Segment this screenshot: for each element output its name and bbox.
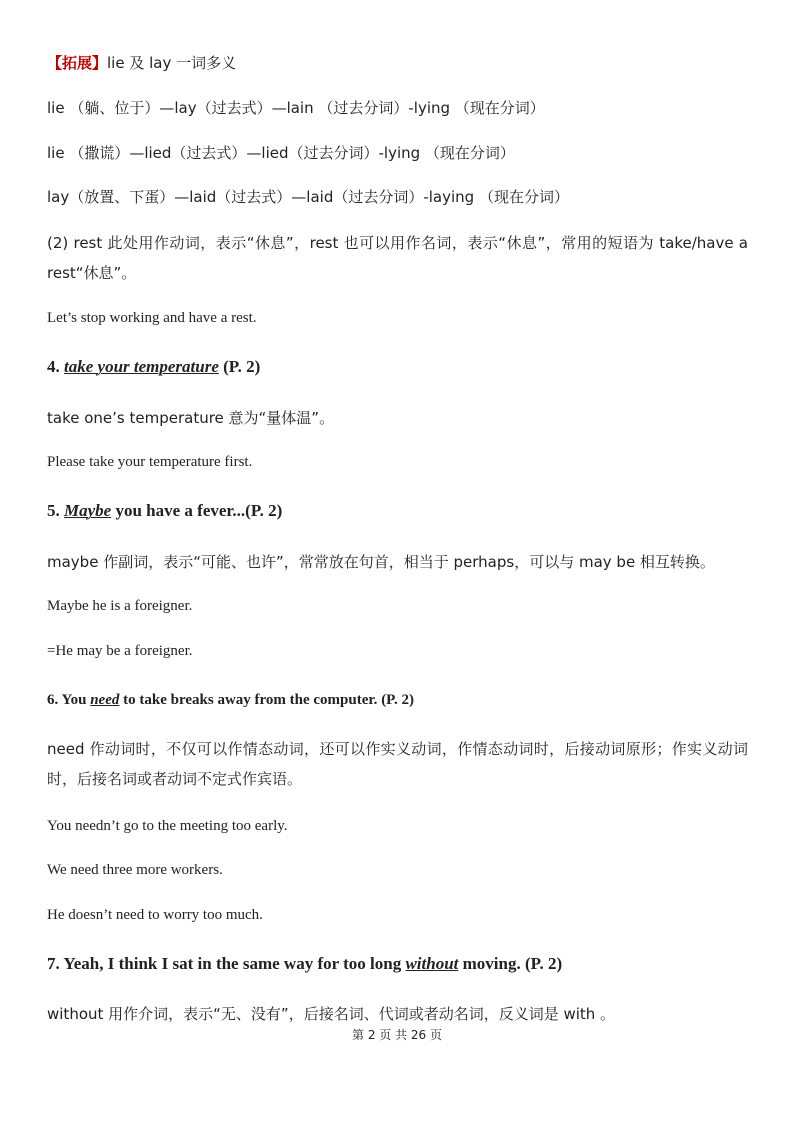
- expand-tag: 【拓展】: [47, 54, 108, 72]
- heading-5-example-2: =He may be a foreigner.: [47, 643, 193, 659]
- page-footer: 第 2 页 共 26 页: [352, 1028, 442, 1042]
- heading-6-example-3: He doesn’t need to worry too much.: [47, 907, 263, 923]
- heading-6-post: to take breaks away from the computer.: [123, 692, 378, 708]
- lie-form-2: lie （撒谎）—lied（过去式）—lied（过去分词）-lying （现在分词）: [47, 144, 515, 162]
- heading-6-keyword: need: [90, 692, 120, 708]
- lie-form-1: lie （躺、位于）—lay（过去式）—lain （过去分词）-lying （现在分词）: [47, 99, 545, 117]
- heading-6: [47, 690, 748, 710]
- heading-5: [47, 501, 748, 521]
- heading-5-note: maybe 作副词，表示“可能、也许”，常常放在句首，相当于 perhaps，可以与 may be 相互转换。: [47, 553, 715, 571]
- heading-7-note: without 用作介词，表示“无、没有”，后接名词、代词或者动名词，反义词是 with 。: [47, 1005, 616, 1023]
- lay-form: lay（放置、下蛋）—laid（过去式）—laid（过去分词）-laying （现在分词）: [47, 188, 569, 206]
- heading-5-keyword: Maybe: [64, 501, 112, 520]
- heading-6-page: (P. 2): [381, 692, 414, 708]
- heading-6-note: need 作动词时，不仅可以作情态动词，还可以作实义动词，作情态动词时，后接动词原形；作实义动词时，后接名词或者动词不定式作宾语。: [47, 740, 748, 788]
- expand-text: lie 及 lay 一词多义: [107, 54, 237, 72]
- rest-example: Let’s stop working and have a rest.: [47, 310, 257, 326]
- heading-6-example-1: You needn’t go to the meeting too early.: [47, 818, 288, 834]
- heading-4-keyword: take your temperature: [64, 357, 219, 376]
- heading-5-number: 5.: [47, 501, 60, 520]
- heading-6-example-2: We need three more workers.: [47, 862, 223, 878]
- heading-4-page: (P. 2): [223, 357, 261, 376]
- heading-5-rest: you have a fever...(P. 2): [115, 501, 283, 520]
- heading-7: [47, 954, 748, 974]
- heading-5-example-1: Maybe he is a foreigner.: [47, 598, 193, 614]
- heading-6-pre: You: [61, 692, 87, 708]
- heading-7-keyword: without: [405, 954, 459, 973]
- heading-7-post: moving. (P. 2): [462, 954, 563, 973]
- heading-4-note: take one’s temperature 意为“量体温”。: [47, 409, 335, 427]
- heading-4-example: Please take your temperature first.: [47, 454, 253, 470]
- heading-6-number: 6.: [47, 692, 59, 708]
- heading-7-pre: 7. Yeah, I think I sat in the same way for too long: [47, 954, 402, 973]
- heading-4: [47, 357, 748, 377]
- rest-note: (2) rest 此处用作动词，表示“休息”，rest 也可以用作名词，表示“休息”，常用的短语为 take/have a rest“休息”。: [47, 234, 748, 282]
- heading-4-number: 4.: [47, 357, 60, 376]
- expand-heading: [47, 53, 748, 73]
